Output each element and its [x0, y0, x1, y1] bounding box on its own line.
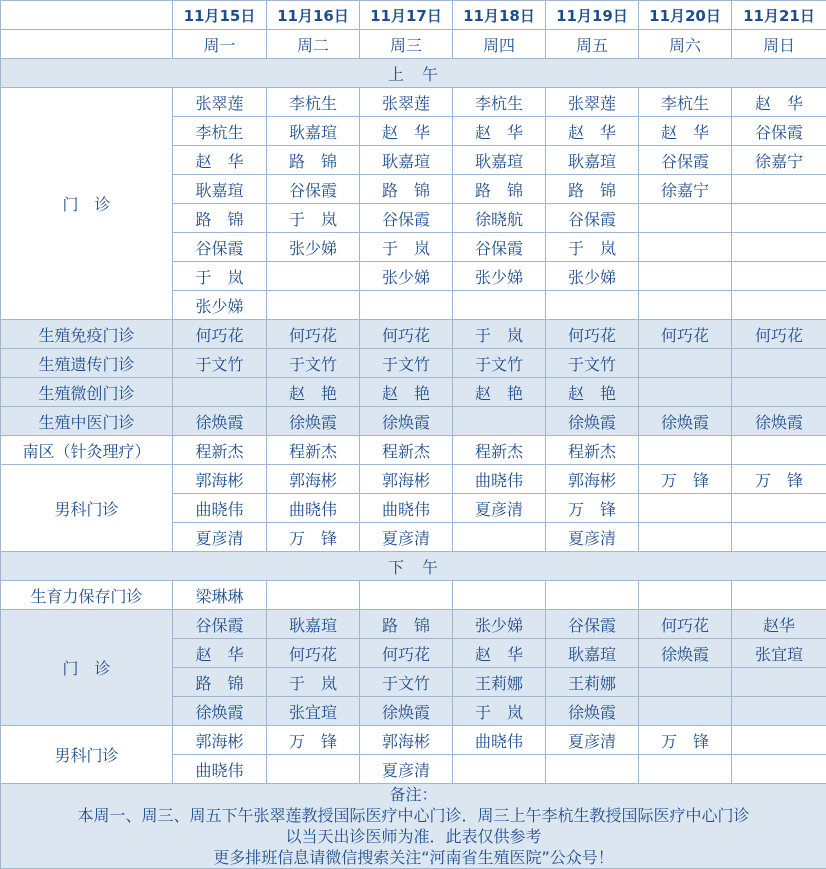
date-cell: 11月17日: [360, 1, 453, 30]
doctor-cell: 徐焕霞: [639, 639, 732, 668]
doctor-cell: 耿嘉瑄: [173, 175, 267, 204]
doctor-cell: [267, 755, 360, 784]
doctor-cell: 于 岚: [173, 262, 267, 291]
doctor-cell: 郭海彬: [360, 726, 453, 755]
doctor-cell: 何巧花: [639, 610, 732, 639]
doctor-cell: 万 锋: [546, 494, 639, 523]
doctor-cell: 万 锋: [732, 465, 826, 494]
doctor-cell: [173, 378, 267, 407]
doctor-cell: 谷保霞: [453, 233, 546, 262]
doctor-cell: [453, 581, 546, 610]
doctor-cell: [732, 262, 826, 291]
doctor-cell: 徐焕霞: [360, 697, 453, 726]
weekday-cell: 周一: [173, 30, 267, 59]
doctor-cell: 曲晓伟: [173, 494, 267, 523]
doctor-cell: 路 锦: [453, 175, 546, 204]
doctor-cell: [546, 291, 639, 320]
schedule-body: [1, 1, 826, 869]
doctor-cell: 谷保霞: [267, 175, 360, 204]
doctor-cell: [360, 291, 453, 320]
doctor-cell: 夏彦清: [360, 523, 453, 552]
doctor-cell: 徐嘉宁: [639, 175, 732, 204]
table-row: [1, 581, 826, 610]
doctor-cell: 耿嘉瑄: [360, 146, 453, 175]
date-header-row: [1, 1, 826, 30]
table-row: [1, 349, 826, 378]
doctor-cell: 何巧花: [639, 320, 732, 349]
doctor-cell: 谷保霞: [732, 117, 826, 146]
doctor-cell: 曲晓伟: [267, 494, 360, 523]
doctor-cell: [732, 523, 826, 552]
weekday-cell: 周六: [639, 30, 732, 59]
doctor-cell: [732, 349, 826, 378]
doctor-cell: 夏彦清: [360, 755, 453, 784]
date-cell: 11月16日: [267, 1, 360, 30]
doctor-cell: 谷保霞: [546, 204, 639, 233]
doctor-cell: 张翠莲: [173, 88, 267, 117]
doctor-cell: [639, 697, 732, 726]
doctor-cell: [732, 697, 826, 726]
doctor-cell: 李杭生: [173, 117, 267, 146]
doctor-cell: [732, 175, 826, 204]
doctor-cell: [639, 291, 732, 320]
table-row: [1, 378, 826, 407]
doctor-cell: 张宜瑄: [267, 697, 360, 726]
doctor-cell: 何巧花: [360, 320, 453, 349]
doctor-cell: 赵 华: [546, 117, 639, 146]
department-cell: 生殖微创门诊: [1, 378, 173, 407]
doctor-cell: [732, 204, 826, 233]
afternoon-section-title: 下 午: [1, 552, 826, 581]
doctor-cell: 何巧花: [173, 320, 267, 349]
doctor-cell: 赵 华: [639, 117, 732, 146]
table-row: [1, 465, 826, 494]
doctor-cell: 赵 艳: [546, 378, 639, 407]
doctor-cell: 张翠莲: [546, 88, 639, 117]
date-cell: 11月19日: [546, 1, 639, 30]
doctor-cell: [453, 291, 546, 320]
table-row: [1, 407, 826, 436]
doctor-cell: 郭海彬: [173, 465, 267, 494]
doctor-cell: 李杭生: [267, 88, 360, 117]
doctor-cell: [546, 755, 639, 784]
doctor-cell: 赵 华: [173, 146, 267, 175]
doctor-cell: 耿嘉瑄: [546, 639, 639, 668]
doctor-cell: 张少娣: [267, 233, 360, 262]
doctor-cell: 夏彦清: [453, 494, 546, 523]
doctor-cell: 路 锦: [360, 175, 453, 204]
doctor-cell: 路 锦: [173, 668, 267, 697]
table-row: [1, 610, 826, 639]
doctor-cell: 谷保霞: [173, 233, 267, 262]
doctor-cell: 李杭生: [453, 88, 546, 117]
doctor-cell: 于文竹: [173, 349, 267, 378]
doctor-cell: 徐焕霞: [173, 407, 267, 436]
doctor-cell: 何巧花: [732, 320, 826, 349]
table-row: [1, 726, 826, 755]
doctor-cell: 何巧花: [546, 320, 639, 349]
department-cell: 生殖免疫门诊: [1, 320, 173, 349]
doctor-cell: 于 岚: [360, 233, 453, 262]
doctor-cell: [732, 436, 826, 465]
doctor-cell: 徐晓航: [453, 204, 546, 233]
doctor-cell: 郭海彬: [173, 726, 267, 755]
doctor-cell: [639, 349, 732, 378]
doctor-cell: 王莉娜: [546, 668, 639, 697]
doctor-cell: 于 岚: [453, 697, 546, 726]
department-cell: 生殖中医门诊: [1, 407, 173, 436]
department-cell: 门 诊: [1, 88, 173, 320]
doctor-cell: 夏彦清: [546, 523, 639, 552]
doctor-cell: [267, 291, 360, 320]
doctor-cell: 赵 华: [360, 117, 453, 146]
date-cell: 11月20日: [639, 1, 732, 30]
doctor-cell: 赵 华: [453, 639, 546, 668]
doctor-cell: 万 锋: [639, 465, 732, 494]
doctor-cell: 张少娣: [173, 291, 267, 320]
doctor-cell: [639, 581, 732, 610]
doctor-cell: 张翠莲: [360, 88, 453, 117]
doctor-cell: [360, 581, 453, 610]
doctor-cell: 曲晓伟: [453, 465, 546, 494]
doctor-cell: 于 岚: [546, 233, 639, 262]
doctor-cell: 徐焕霞: [267, 407, 360, 436]
doctor-cell: 张少娣: [453, 610, 546, 639]
doctor-cell: 路 锦: [267, 146, 360, 175]
doctor-cell: 耿嘉瑄: [267, 117, 360, 146]
doctor-cell: [639, 378, 732, 407]
doctor-cell: 徐焕霞: [360, 407, 453, 436]
doctor-cell: 于 岚: [267, 204, 360, 233]
department-cell: 生育力保存门诊: [1, 581, 173, 610]
doctor-cell: 万 锋: [267, 726, 360, 755]
department-cell: 南区（针灸理疗）: [1, 436, 173, 465]
note-line: 备注：: [1, 784, 826, 805]
doctor-cell: [639, 668, 732, 697]
notes-row: [1, 784, 826, 869]
date-cell: 11月18日: [453, 1, 546, 30]
doctor-cell: 万 锋: [267, 523, 360, 552]
doctor-cell: [639, 436, 732, 465]
doctor-cell: [639, 494, 732, 523]
doctor-cell: 赵 华: [173, 639, 267, 668]
doctor-cell: [639, 262, 732, 291]
doctor-cell: 徐焕霞: [173, 697, 267, 726]
department-cell: 男科门诊: [1, 726, 173, 784]
doctor-cell: 路 锦: [360, 610, 453, 639]
doctor-cell: 赵 艳: [453, 378, 546, 407]
morning-section-header-row: [1, 59, 826, 88]
doctor-cell: 夏彦清: [546, 726, 639, 755]
doctor-cell: 郭海彬: [360, 465, 453, 494]
doctor-cell: [732, 726, 826, 755]
table-row: [1, 436, 826, 465]
corner-cell: [1, 1, 173, 30]
weekday-cell: 周日: [732, 30, 826, 59]
doctor-cell: 夏彦清: [173, 523, 267, 552]
doctor-cell: 于 岚: [453, 320, 546, 349]
doctor-cell: 谷保霞: [360, 204, 453, 233]
doctor-cell: 耿嘉瑄: [546, 146, 639, 175]
doctor-cell: 郭海彬: [267, 465, 360, 494]
doctor-cell: 程新杰: [173, 436, 267, 465]
doctor-cell: 张少娣: [453, 262, 546, 291]
doctor-cell: 何巧花: [267, 639, 360, 668]
doctor-cell: 谷保霞: [639, 146, 732, 175]
doctor-cell: [639, 233, 732, 262]
doctor-cell: 曲晓伟: [453, 726, 546, 755]
doctor-cell: [732, 581, 826, 610]
doctor-cell: 郭海彬: [546, 465, 639, 494]
doctor-cell: 曲晓伟: [360, 494, 453, 523]
doctor-cell: 谷保霞: [546, 610, 639, 639]
doctor-cell: 徐嘉宁: [732, 146, 826, 175]
doctor-cell: [639, 755, 732, 784]
doctor-cell: 于文竹: [453, 349, 546, 378]
afternoon-section-header-row: [1, 552, 826, 581]
doctor-cell: 于文竹: [360, 349, 453, 378]
doctor-cell: 李杭生: [639, 88, 732, 117]
corner-cell: [1, 30, 173, 59]
note-line: 更多排班信息请微信搜索关注“河南省生殖医院”公众号！: [1, 847, 826, 868]
doctor-cell: 王莉娜: [453, 668, 546, 697]
doctor-cell: 赵华: [732, 610, 826, 639]
doctor-cell: 耿嘉瑄: [267, 610, 360, 639]
doctor-cell: 谷保霞: [173, 610, 267, 639]
department-cell: 男科门诊: [1, 465, 173, 552]
notes-cell: [1, 784, 826, 869]
doctor-cell: 程新杰: [360, 436, 453, 465]
doctor-cell: [546, 581, 639, 610]
doctor-cell: 路 锦: [173, 204, 267, 233]
doctor-cell: 路 锦: [546, 175, 639, 204]
doctor-cell: 耿嘉瑄: [453, 146, 546, 175]
doctor-cell: [267, 581, 360, 610]
doctor-cell: 程新杰: [546, 436, 639, 465]
department-cell: 门 诊: [1, 610, 173, 726]
weekday-cell: 周四: [453, 30, 546, 59]
doctor-cell: 何巧花: [360, 639, 453, 668]
doctor-cell: [639, 204, 732, 233]
doctor-cell: 张少娣: [360, 262, 453, 291]
doctor-cell: 于 岚: [267, 668, 360, 697]
doctor-cell: 曲晓伟: [173, 755, 267, 784]
doctor-cell: 张少娣: [546, 262, 639, 291]
doctor-cell: 万 锋: [639, 726, 732, 755]
doctor-cell: 梁琳琳: [173, 581, 267, 610]
doctor-cell: [453, 523, 546, 552]
doctor-cell: 于文竹: [360, 668, 453, 697]
note-line: 以当天出诊医师为准．此表仅供参考: [1, 826, 826, 847]
doctor-cell: 何巧花: [267, 320, 360, 349]
doctor-cell: [732, 378, 826, 407]
doctor-cell: 程新杰: [267, 436, 360, 465]
doctor-cell: 徐焕霞: [732, 407, 826, 436]
table-row: [1, 320, 826, 349]
morning-section-title: 上 午: [1, 59, 826, 88]
doctor-cell: 徐焕霞: [639, 407, 732, 436]
date-cell: 11月21日: [732, 1, 826, 30]
doctor-cell: 赵 艳: [267, 378, 360, 407]
doctor-cell: 于文竹: [267, 349, 360, 378]
doctor-cell: 徐焕霞: [546, 407, 639, 436]
doctor-cell: 赵 艳: [360, 378, 453, 407]
doctor-cell: 徐焕霞: [546, 697, 639, 726]
doctor-cell: 张宜瑄: [732, 639, 826, 668]
department-cell: 生殖遗传门诊: [1, 349, 173, 378]
doctor-cell: 赵 华: [732, 88, 826, 117]
doctor-cell: [732, 668, 826, 697]
doctor-cell: [732, 494, 826, 523]
doctor-cell: 程新杰: [453, 436, 546, 465]
doctor-cell: [732, 233, 826, 262]
doctor-cell: [732, 291, 826, 320]
doctor-cell: 于文竹: [546, 349, 639, 378]
date-cell: 11月15日: [173, 1, 267, 30]
doctor-cell: [453, 407, 546, 436]
doctor-cell: [267, 262, 360, 291]
doctor-cell: [639, 523, 732, 552]
doctor-cell: [732, 755, 826, 784]
table-row: [1, 88, 826, 117]
weekday-cell: 周二: [267, 30, 360, 59]
doctor-cell: [453, 755, 546, 784]
weekday-cell: 周三: [360, 30, 453, 59]
weekday-header-row: [1, 30, 826, 59]
note-line: 本周一、周三、周五下午张翠莲教授国际医疗中心门诊．周三上午李杭生教授国际医疗中心门诊: [1, 805, 826, 826]
weekday-cell: 周五: [546, 30, 639, 59]
doctor-cell: 赵 华: [453, 117, 546, 146]
